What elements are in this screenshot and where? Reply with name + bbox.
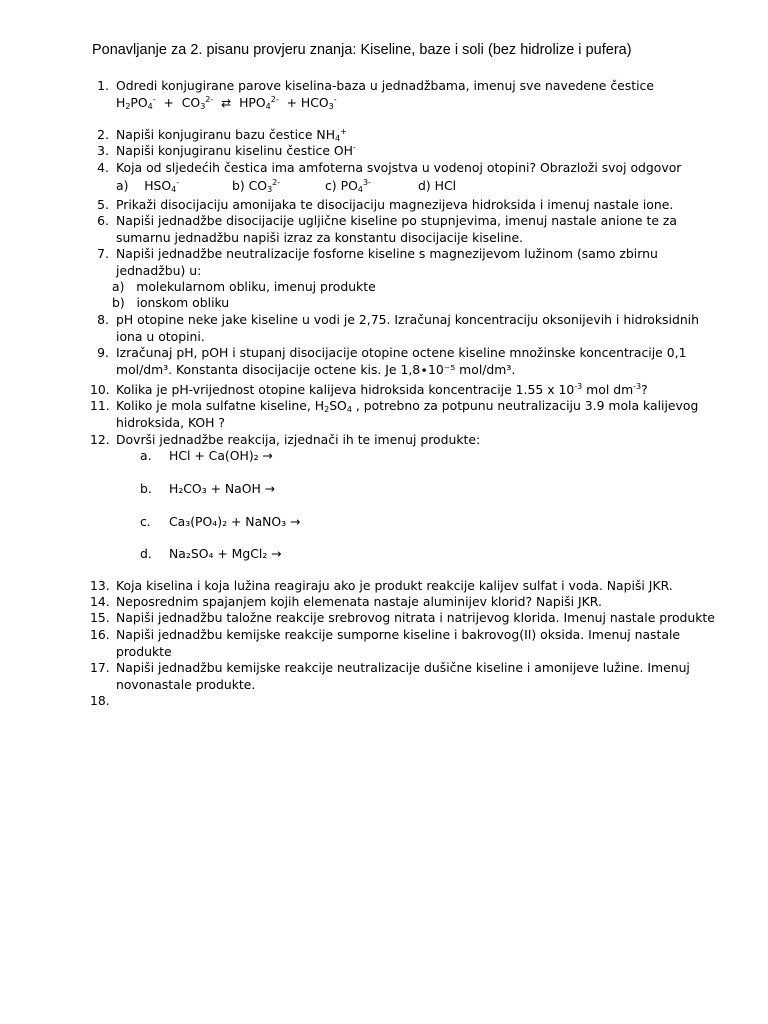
question-text: Napiši konjugiranu kiselinu čestice OH- xyxy=(116,143,356,158)
question-number: 18. xyxy=(90,693,110,708)
question-number: 9. xyxy=(97,345,109,360)
question-text: Napiši jednadžbe disocijacije ugljične kiseline po stupnjevima, imenuj nastale anione te za xyxy=(116,213,677,228)
question-text: Neposrednim spajanjem kojih elemenata nastaje aluminijev klorid? Napiši JKR. xyxy=(116,594,602,609)
question-number: 12. xyxy=(90,432,110,447)
question-number: 6. xyxy=(97,213,109,228)
question-text-line-2: mol/dm³. Konstanta disocijacije octene kis. Je 1,8∙10⁻⁵ mol/dm³. xyxy=(116,362,516,377)
question-text: Koja kiselina i koja lužina reagiraju ako je produkt reakcije kalijev sulfat i voda. Napiši JKR. xyxy=(116,578,673,593)
question-number: 7. xyxy=(97,246,109,261)
reaction-a: a. HCl + Ca(OH)₂ → xyxy=(140,448,273,463)
question-text-line-2: produkte xyxy=(116,644,172,659)
question-number: 13. xyxy=(90,578,110,593)
q7-option-b: b) ionskom obliku xyxy=(112,295,230,310)
question-text: Prikaži disocijaciju amonijaka te disocijaciju magnezijeva hidroksida i imenuj nastale ione. xyxy=(116,197,674,212)
question-number: 15. xyxy=(90,610,110,625)
question-text: Kolika je pH-vrijednost otopine kalijeva hidroksida koncentracije 1.55 x $10^{-3}$ mol $dm^{-3}$? xyxy=(116,382,648,397)
q4-option-c: c) $PO_4^{3-}$ xyxy=(325,178,371,194)
question-text: Izračunaj pH, pOH i stupanj disocijacije otopine octene kiseline množinske koncentracije 0,1 xyxy=(116,345,687,360)
equilibrium-arrow-icon: ⇄ xyxy=(221,96,232,110)
question-text-line-2: sumarnu jednadžbu napiši izraz za konstantu disocijacije kiseline. xyxy=(116,230,524,245)
question-number: 17. xyxy=(90,660,110,675)
question-number: 4. xyxy=(97,160,109,175)
question-text-line-2: jednadžbu) u: xyxy=(116,263,202,278)
question-text: Napiši konjugiranu bazu čestice $NH_4^+$ xyxy=(116,127,347,143)
question-number: 1. xyxy=(97,78,109,93)
question-text: Napiši jednadžbu taložne reakcije srebrovog nitrata i natrijevog klorida. Imenuj nastale produkte xyxy=(116,610,715,625)
reaction-c: c. Ca₃(PO₄)₂ + NaNO₃ → xyxy=(140,514,301,529)
question-text: Odredi konjugirane parove kiselina-baza u jednadžbama, imenuj sve navedene čestice xyxy=(116,78,654,93)
question-number: 14. xyxy=(90,594,110,609)
q4-option-a: a) $HSO_4^-$ xyxy=(116,178,180,194)
question-number: 8. xyxy=(97,312,109,327)
reaction-d: d. Na₂SO₄ + MgCl₂ → xyxy=(140,546,282,561)
reaction-b: b. H₂CO₃ + NaOH → xyxy=(140,481,276,496)
question-text: Napiši jednadžbu kemijske reakcije sumporne kiseline i bakrovog(II) oksida. Imenuj nastale xyxy=(116,627,681,642)
question-text: Napiši jednadžbe neutralizacije fosforne kiseline s magnezijevom lužinom (samo zbirnu xyxy=(116,246,658,261)
q4-option-d: d) HCl xyxy=(418,178,457,193)
question-text: Koliko je mola sulfatne kiseline, $H_2SO_4$ , potrebno za potpunu neutralizaciju 3.9 mola kalijevog xyxy=(116,398,699,414)
question-number: 10. xyxy=(90,382,110,397)
question-number: 11. xyxy=(90,398,110,413)
question-number: 3. xyxy=(97,143,109,158)
question-text: pH otopine neke jake kiseline u vodi je 2,75. Izračunaj koncentraciju oksonijevih i hidroksidnih xyxy=(116,312,699,327)
q7-option-a: a) molekularnom obliku, imenuj produkte xyxy=(112,279,376,294)
question-text-line-2: hidroksida, KOH ? xyxy=(116,415,226,430)
q4-option-b: b) $CO_3^{2-}$ xyxy=(232,178,281,194)
question-number: 2. xyxy=(97,127,109,142)
question-number: 16. xyxy=(90,627,110,642)
question-text-line-2: novonastale produkte. xyxy=(116,677,256,692)
page-title: Ponavljanje za 2. pisanu provjeru znanja: Kiseline, baze i soli (bez hidrolize i pufera) xyxy=(92,42,632,58)
question-text-line-2: iona u otopini. xyxy=(116,329,205,344)
question-text: Koja od sljedećih čestica ima amfoterna svojstva u vodenoj otopini? Obrazloži svoj odgovor xyxy=(116,160,682,175)
q1-equation: $H_2PO_4^- + CO_3^{2-}$ ⇄ $HPO_4^{2-} + HCO_3^-$ xyxy=(116,95,337,111)
question-number: 5. xyxy=(97,197,109,212)
question-text: Dovrši jednadžbe reakcija, izjednači ih te imenuj produkte: xyxy=(116,432,481,447)
question-text: Napiši jednadžbu kemijske reakcije neutralizacije dušične kiseline i amonijeve lužine. Imenuj xyxy=(116,660,690,675)
